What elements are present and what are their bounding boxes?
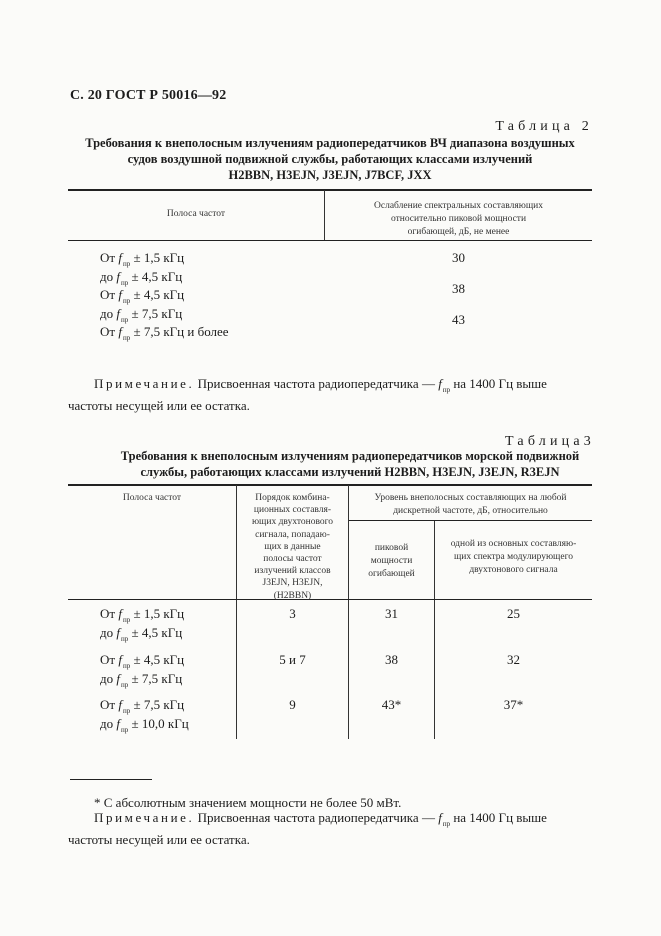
table2-col1-header: Полоса частот bbox=[166, 209, 226, 219]
band-line bbox=[100, 716, 189, 735]
table2-note-line: частоты несущей или ее остатка. bbox=[68, 398, 250, 413]
row-range: ± 4,5 кГц bbox=[131, 268, 183, 284]
band-line bbox=[100, 697, 189, 716]
row-prefix: От bbox=[100, 606, 116, 621]
frequency-subscript: пр bbox=[121, 634, 129, 643]
header-line: щих спектра модулирующего bbox=[453, 552, 574, 562]
frequency-symbol: f bbox=[116, 305, 120, 321]
frequency-symbol: f bbox=[116, 670, 120, 686]
row-prefix: до bbox=[100, 268, 114, 284]
table2-row bbox=[100, 250, 229, 269]
table2-row bbox=[100, 287, 229, 306]
header-line: (H2BBN) bbox=[273, 590, 312, 601]
table3-level-header bbox=[349, 492, 592, 518]
row-range: ± 4,5 кГц bbox=[133, 652, 185, 667]
table3-note-line bbox=[68, 808, 596, 830]
header-line: огибающей bbox=[368, 569, 415, 579]
table2-col2-header bbox=[325, 200, 592, 239]
frequency-symbol: f bbox=[116, 624, 120, 640]
frequency-symbol: f bbox=[118, 652, 122, 667]
table3-tone-value: 32 bbox=[507, 652, 520, 667]
frequency-subscript: пр bbox=[122, 297, 131, 305]
frequency-subscript: пр bbox=[122, 616, 131, 624]
table3-row-band bbox=[100, 606, 184, 643]
frequency-symbol: f bbox=[118, 287, 122, 302]
table3-row-band bbox=[100, 652, 184, 689]
header-line: Уровень внеполосных составляющих на любой bbox=[374, 493, 567, 503]
row-range: ± 4,5 кГц bbox=[133, 287, 185, 302]
table2-row bbox=[100, 306, 229, 325]
table3-tone-header bbox=[435, 538, 592, 577]
table2-col2-header-line: Ослабление спектральных составляющих bbox=[374, 201, 543, 211]
header-line: Порядок комбина- bbox=[255, 493, 330, 503]
row-prefix: От bbox=[100, 250, 116, 265]
table2-top-rule bbox=[68, 189, 592, 191]
row-prefix: От bbox=[100, 324, 116, 339]
table3-peak-value: 43* bbox=[381, 697, 402, 712]
table3-title-line: службы, работающих классами излучений H2BBN, H3EJN, J3EJN, R3EJN bbox=[140, 465, 560, 479]
table2-label: Таблица 2 bbox=[495, 119, 593, 134]
band-line bbox=[100, 652, 184, 671]
table2-row bbox=[100, 269, 229, 288]
row-range: ± 10,0 кГц bbox=[131, 715, 189, 731]
table2-col2-header-line: относительно пиковой мощности bbox=[390, 214, 527, 224]
frequency-subscript: пр bbox=[121, 680, 129, 689]
table2-row bbox=[100, 324, 229, 343]
table2-header-rule bbox=[68, 240, 592, 241]
table3-peak-value: 38 bbox=[385, 652, 398, 667]
table2-title-line: Требования к внеполосным излучениям радиопередатчиков ВЧ диапазона воздушных bbox=[85, 136, 575, 150]
table3-title bbox=[60, 448, 600, 480]
table3-peak-value: 31 bbox=[385, 606, 398, 621]
frequency-symbol: f bbox=[116, 715, 120, 731]
row-range: ± 7,5 кГц и более bbox=[133, 324, 229, 339]
row-prefix: до bbox=[100, 715, 114, 731]
frequency-subscript: пр bbox=[122, 662, 131, 670]
table2-title-line: H2BBN, H3EJN, J3EJN, J7BCF, JXX bbox=[228, 168, 432, 182]
row-range: ± 1,5 кГц bbox=[133, 250, 185, 265]
table3-order: 9 bbox=[289, 697, 296, 712]
table2-title bbox=[60, 135, 600, 183]
header-line: сигнала, попадаю- bbox=[255, 529, 330, 540]
table2-value: 38 bbox=[452, 281, 465, 296]
note-label: Примечание. bbox=[94, 810, 195, 825]
row-range: ± 7,5 кГц bbox=[133, 697, 185, 712]
header-line: полосы частот bbox=[263, 554, 322, 565]
note-text-end: на 1400 Гц выше bbox=[450, 810, 547, 825]
table3-tone-value: 37* bbox=[503, 697, 524, 712]
table3-order: 5 и 7 bbox=[279, 652, 306, 667]
table2-note bbox=[68, 374, 596, 416]
header-line: излучений классов bbox=[254, 566, 331, 577]
header-line: мощности bbox=[370, 556, 413, 566]
header-line: двухтонового сигнала bbox=[469, 565, 558, 575]
page-header: С. 20 ГОСТ Р 50016—92 bbox=[70, 88, 227, 103]
row-prefix: до bbox=[100, 305, 114, 321]
header-line: ционных составля- bbox=[253, 505, 332, 516]
frequency-subscript: пр bbox=[442, 386, 451, 394]
table2-title-line: судов воздушной подвижной службы, работающих классами излучений bbox=[127, 152, 533, 166]
row-range: ± 7,5 кГц bbox=[131, 670, 183, 686]
frequency-subscript: пр bbox=[122, 334, 131, 342]
table3-note-line: частоты несущей или ее остатка. bbox=[68, 832, 250, 847]
table2-col2-header-line: огибающей, дБ, не менее bbox=[407, 227, 510, 237]
frequency-symbol: f bbox=[116, 268, 120, 284]
row-prefix: От bbox=[100, 652, 116, 667]
row-prefix: От bbox=[100, 697, 116, 712]
table2-frequency-bands bbox=[100, 250, 229, 343]
frequency-subscript: пр bbox=[121, 278, 129, 287]
table2-note-line bbox=[68, 374, 596, 396]
row-prefix: От bbox=[100, 287, 116, 302]
row-range: ± 1,5 кГц bbox=[133, 606, 185, 621]
row-range: ± 4,5 кГц bbox=[131, 624, 183, 640]
note-text: Присвоенная частота радиопередатчика — bbox=[194, 810, 439, 825]
row-prefix: до bbox=[100, 624, 114, 640]
frequency-subscript: пр bbox=[122, 707, 131, 715]
table3-top-rule bbox=[68, 484, 592, 486]
table3-peak-header bbox=[349, 542, 434, 581]
frequency-subscript: пр bbox=[121, 725, 129, 734]
table3-tone-value: 25 bbox=[507, 606, 520, 621]
header-line: дискретной частоте, дБ, относительно bbox=[393, 506, 548, 516]
band-line bbox=[100, 606, 184, 625]
table3-row-band bbox=[100, 697, 189, 734]
note-text: Присвоенная частота радиопередатчика — bbox=[194, 376, 439, 391]
frequency-subscript: пр bbox=[121, 315, 129, 324]
note-text-end: на 1400 Гц выше bbox=[450, 376, 547, 391]
table3-col2-header bbox=[237, 492, 348, 602]
header-line: одной из основных составляю- bbox=[450, 539, 577, 549]
row-prefix: до bbox=[100, 670, 114, 686]
row-range: ± 7,5 кГц bbox=[131, 305, 183, 321]
footnote-rule bbox=[70, 779, 152, 780]
header-line: J3EJN, H3EJN, bbox=[262, 578, 323, 589]
header-line: пиковой bbox=[374, 543, 409, 553]
table3-note bbox=[68, 808, 596, 850]
table3-col1-header: Полоса частот bbox=[122, 493, 182, 503]
frequency-symbol: f bbox=[438, 810, 442, 825]
frequency-symbol: f bbox=[118, 250, 122, 265]
frequency-subscript: пр bbox=[442, 820, 451, 828]
frequency-symbol: f bbox=[118, 697, 122, 712]
header-line: ющих двухтонового bbox=[251, 517, 334, 528]
note-label: Примечание. bbox=[94, 376, 195, 391]
table3-subheader-rule bbox=[349, 520, 592, 521]
frequency-symbol: f bbox=[118, 324, 122, 339]
frequency-symbol: f bbox=[438, 376, 442, 391]
frequency-symbol: f bbox=[118, 606, 122, 621]
band-line bbox=[100, 625, 184, 644]
header-line: щих в данные bbox=[264, 541, 321, 552]
table2-value: 30 bbox=[452, 250, 465, 265]
table3-order: 3 bbox=[289, 606, 296, 621]
table2-value: 43 bbox=[452, 312, 465, 327]
table3-label: Таблица3 bbox=[505, 434, 595, 449]
table3-title-line: Требования к внеполосным излучениям радиопередатчиков морской подвижной bbox=[120, 449, 580, 463]
table3-footnote: * С абсолютным значением мощности не более 50 мВт. bbox=[94, 795, 402, 810]
frequency-subscript: пр bbox=[122, 260, 131, 268]
band-line bbox=[100, 671, 184, 690]
